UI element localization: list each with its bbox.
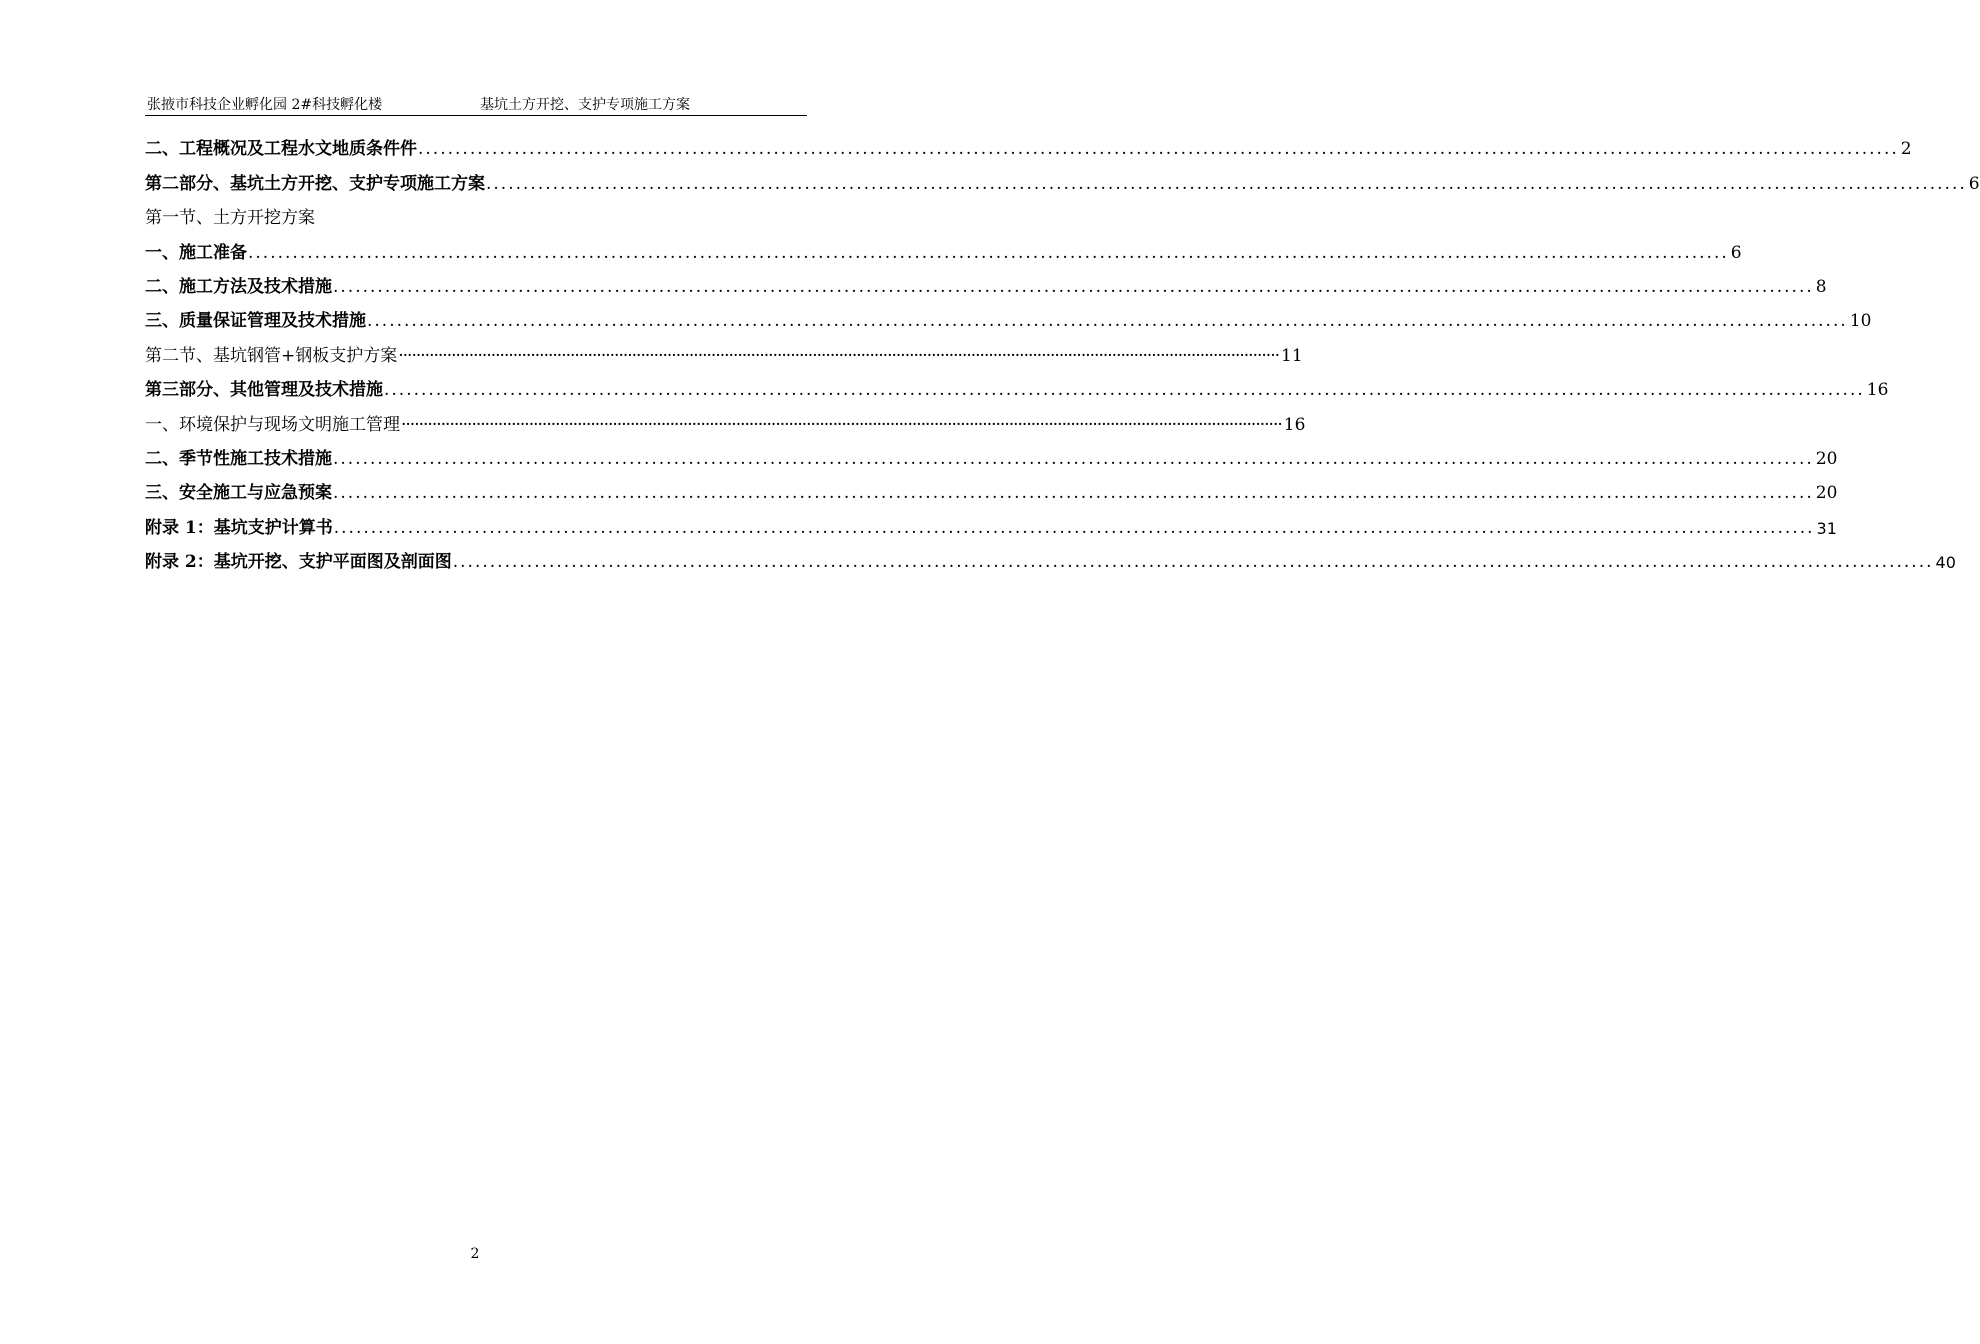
toc-entry-title: 第三部分、其他管理及技术措施 — [145, 380, 383, 401]
toc-entry-title: 附录 1：基坑支护计算书 — [145, 517, 333, 538]
toc-leader-dots: ........................................................................................................................................................................................................ — [486, 173, 1967, 194]
toc-entry[interactable] — [145, 125, 1912, 160]
table-of-contents — [145, 125, 1980, 573]
toc-leader-dots: ········································································································································································································ — [398, 345, 1280, 366]
page-header — [145, 96, 807, 116]
toc-leader-dots: ........................................................................................................................................................................................................ — [452, 552, 1934, 573]
toc-entry-title: 第二节、基坑钢管+钢板支护方案 — [145, 345, 398, 366]
toc-entry-page: 16 — [1866, 380, 1889, 401]
toc-entry[interactable] — [145, 538, 1956, 573]
toc-leader-dots: ........................................................................................................................................................................................................ — [418, 139, 1899, 160]
toc-entry[interactable] — [145, 366, 1889, 401]
toc-entry-page: 8 — [1815, 276, 1827, 297]
toc-entry-page: 20 — [1815, 483, 1838, 504]
toc-entry-page: 16 — [1283, 414, 1306, 435]
page-number: 2 — [470, 1246, 480, 1262]
header-project-name: 张掖市科技企业孵化园 2#科技孵化楼 — [147, 97, 383, 113]
toc-entry-title: 三、安全施工与应急预案 — [145, 483, 332, 504]
toc-leader-dots: ........................................................................................................................................................................................................ — [333, 276, 1814, 297]
toc-entry[interactable] — [145, 159, 1980, 194]
toc-entry-title: 一、环境保护与现场文明施工管理 — [145, 414, 400, 435]
toc-entry-title: 第二部分、基坑土方开挖、支护专项施工方案 — [145, 173, 485, 194]
toc-entry-title: 二、工程概况及工程水文地质条件件 — [145, 139, 417, 160]
toc-entry-page: 6 — [1730, 242, 1742, 263]
toc-entry[interactable] — [145, 400, 1306, 435]
toc-entry-title: 附录 2：基坑开挖、支护平面图及剖面图 — [145, 552, 452, 573]
toc-entry-page: 10 — [1849, 311, 1872, 332]
toc-leader-dots: ........................................................................................................................................................................................................ — [367, 311, 1848, 332]
header-document-title: 基坑土方开挖、支护专项施工方案 — [480, 97, 690, 113]
toc-entry[interactable] — [145, 435, 1838, 469]
toc-entry-title: 二、施工方法及技术措施 — [145, 276, 332, 297]
toc-entry-page: 20 — [1815, 448, 1838, 469]
toc-entry[interactable] — [145, 228, 1742, 263]
toc-entry-page: 31 — [1816, 518, 1837, 538]
toc-entry[interactable] — [145, 263, 1827, 297]
toc-entry[interactable] — [145, 503, 1837, 538]
toc-entry[interactable] — [145, 331, 1303, 366]
toc-entry-title: 三、质量保证管理及技术措施 — [145, 311, 366, 332]
toc-entry-page: 11 — [1281, 345, 1303, 366]
toc-leader-dots: ........................................................................................................................................................................................................ — [333, 483, 1814, 504]
toc-entry-page: 40 — [1935, 553, 1956, 573]
toc-entry-page: 6 — [1968, 173, 1980, 194]
toc-entry-title: 第一节、土方开挖方案 — [145, 208, 315, 229]
toc-entry[interactable] — [145, 469, 1838, 504]
toc-entry-title: 一、施工准备 — [145, 242, 247, 263]
toc-entry-page: 2 — [1900, 139, 1912, 160]
toc-leader-dots: ........................................................................................................................................................................................................ — [248, 242, 1729, 263]
toc-entry[interactable] — [145, 194, 806, 228]
toc-leader-dots: ........................................................................................................................................................................................................ — [333, 448, 1814, 469]
toc-leader-dots: ........................................................................................................................................................................................................ — [384, 380, 1865, 401]
toc-entry[interactable] — [145, 297, 1872, 332]
toc-entry-title: 二、季节性施工技术措施 — [145, 448, 332, 469]
toc-leader-dots: ........................................................................................................................................................................................................ — [333, 517, 1815, 538]
toc-leader-dots: ········································································································································································································ — [401, 414, 1282, 435]
